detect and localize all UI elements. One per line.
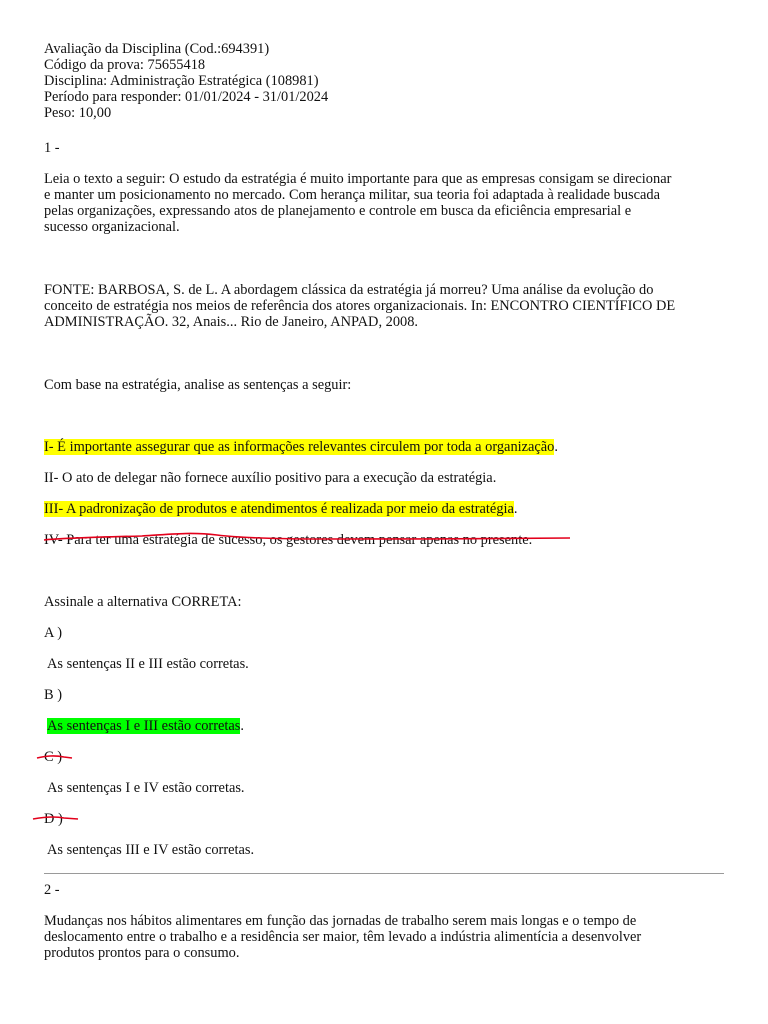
option-b[interactable] <box>47 718 737 734</box>
option-c[interactable] <box>47 780 737 796</box>
option-text: As sentenças I e IV estão corretas. <box>47 780 245 796</box>
option-label: D ) <box>44 811 63 827</box>
sentence-3-highlighted: III- A padronização de produtos e atendimentos é realizada por meio da estratégia <box>44 501 514 517</box>
option-text: As sentenças III e IV estão corretas. <box>47 842 255 858</box>
sentence-3-period: . <box>513 501 518 517</box>
instruction-text: Assinale a alternativa CORRETA: <box>44 594 242 610</box>
sentence-4 <box>44 532 734 548</box>
question-text-line: e manter um posicionamento no mercado. Com herança militar, sua teoria foi adaptada à realidade buscada <box>44 187 660 203</box>
option-c-label <box>44 749 734 765</box>
question-1-number <box>44 140 734 156</box>
sentence-1-period: . <box>554 439 558 455</box>
option-label: B ) <box>44 687 62 703</box>
source-line: ADMINISTRAÇÃO. 32, Anais... Rio de Janeiro, ANPAD, 2008. <box>44 314 419 330</box>
question-text-line: produtos prontos para o consumo. <box>44 945 240 961</box>
question-text-line: Mudanças nos hábitos alimentares em função das jornadas de trabalho serem mais longas e o tempo de <box>44 913 637 929</box>
weight: Peso: 10,00 <box>44 105 112 121</box>
question-1-text <box>44 171 734 235</box>
exam-code: Código da prova: 75655418 <box>44 57 206 73</box>
question-divider <box>44 873 724 874</box>
sentence-2-text: II- O ato de delegar não fornece auxílio positivo para a execução da estratégia. <box>44 470 497 486</box>
option-b-label <box>44 687 734 703</box>
question-text-line: deslocamento entre o trabalho e a residência ser maior, têm levado a indústria alimentícia a desenvolver <box>44 929 642 945</box>
option-b-period: . <box>240 718 244 734</box>
question-2-text <box>44 913 734 961</box>
source-line: FONTE: BARBOSA, S. de L. A abordagem clássica da estratégia já morreu? Uma análise da evolução do <box>44 282 654 298</box>
sentence-1 <box>44 439 734 455</box>
question-2-number <box>44 882 734 898</box>
question-text-line: Leia o texto a seguir: O estudo da estratégia é muito importante para que as empresas consigam se direcionar <box>44 171 672 187</box>
sentence-3 <box>44 501 734 517</box>
option-d[interactable] <box>47 842 737 858</box>
option-a-label <box>44 625 734 641</box>
response-period: Período para responder: 01/01/2024 - 31/01/2024 <box>44 89 329 105</box>
sentence-1-highlighted: I- É importante assegurar que as informações relevantes circulem por toda a organização <box>44 439 555 455</box>
discipline: Disciplina: Administração Estratégica (108981) <box>44 73 319 89</box>
option-b-highlighted: As sentenças I e III estão corretas <box>47 718 241 734</box>
question-number: 2 - <box>44 882 60 898</box>
question-text-line: pelas organizações, expressando atos de planejamento e controle em busca da eficiência empresarial e <box>44 203 632 219</box>
exam-title: Avaliação da Disciplina (Cod.:694391) <box>44 41 270 57</box>
sentence-4-text: IV- Para ter uma estratégia de sucesso, os gestores devem pensar apenas no presente. <box>44 532 533 548</box>
question-text-line: sucesso organizacional. <box>44 219 180 235</box>
option-text: As sentenças II e III estão corretas. <box>47 656 249 672</box>
option-label: A ) <box>44 625 62 641</box>
exam-header <box>44 41 734 121</box>
question-1-prompt <box>44 377 734 393</box>
option-d-label <box>44 811 734 827</box>
option-a[interactable] <box>47 656 737 672</box>
instruction <box>44 594 734 610</box>
question-1-source <box>44 282 734 330</box>
prompt-text: Com base na estratégia, analise as sentenças a seguir: <box>44 377 352 393</box>
source-line: conceito de estratégia nos meios de referência dos atores organizacionais. In: ENCONTRO CIENTÍFICO DE <box>44 298 676 314</box>
question-number: 1 - <box>44 140 60 156</box>
sentence-2 <box>44 470 734 486</box>
option-label: C ) <box>44 749 62 765</box>
